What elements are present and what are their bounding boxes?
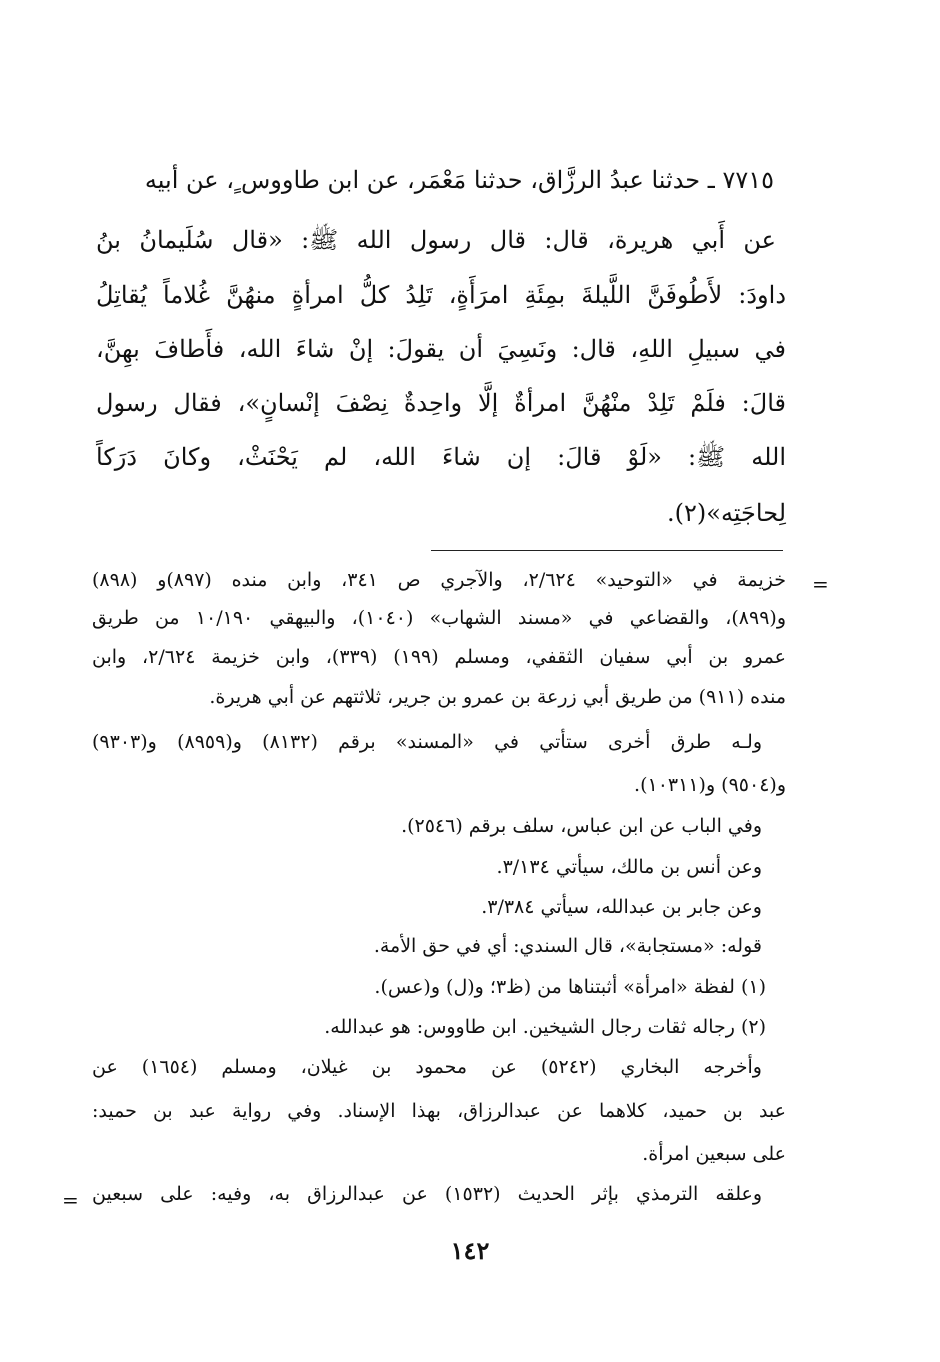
footnote-line-2: و(٨٩٩)، والقضاعي في «مسند الشهاب» (١٠٤٠)، والبيهقي ١٠/١٩٠ من طريق — [92, 607, 787, 629]
hadith-line-7: لِحاجَتِه»(٢). — [667, 499, 786, 527]
footnote-line-11: (١) لفظة «امرأة» أثبتناها من (ظ٣؛ و(ل) و(عس). — [374, 976, 766, 998]
hadith-line-5: قالَ: فلَمْ تَلِدْ منْهُنَّ امرأةٌ إلَّا واحِدةٌ نِصْفَ إنْسانٍ»، فقال رسول — [96, 389, 786, 417]
continuation-mark-bottom: = — [62, 1188, 79, 1212]
footnote-line-10: قوله: «مستجابة»، قال السندي: أي في حق الأمة. — [373, 935, 762, 957]
hadith-line-4: في سبيلِ اللهِ، قال: ونَسِيَ أن يقولَ: إنْ شاءَ الله، فأَطافَ بهِنَّ، — [96, 335, 786, 363]
page-number: ١٤٢ — [450, 1236, 490, 1265]
footnote-line-5: ولـه طرق أخرى ستأتي في «المسند» برقم (٨١٣٢) و(٨٩٥٩) و(٩٣٠٣) — [92, 731, 763, 753]
footnote-line-7: وفي الباب عن ابن عباس، سلف برقم (٢٥٤٦). — [401, 815, 762, 837]
footnote-line-14: عبد بن حميد، كلاهما عن عبدالرزاق، بهذا الإسناد. وفي رواية عبد بن حميد: — [92, 1100, 786, 1122]
footnote-line-3: عمرو بن أبي سفيان الثقفي، ومسلم (١٩٩) (٣٣٩)، وابن خزيمة ٢/٦٢٤، وابن — [92, 646, 786, 668]
hadith-line-2: عن أَبي هريرة، قال: قال رسول الله ﷺ: «قال سُلَيمانُ بنُ — [96, 226, 776, 254]
hadith-line-3: داودَ: لأَطُوفَنَّ اللَّيلةَ بمِئَةِ امرَأَةٍ، تَلِدُ كلُّ امرأةٍ منهُنَّ غُلاماً يُقاتِلُ — [96, 281, 786, 309]
footnote-line-1: خزيمة في «التوحيد» ٢/٦٢٤، والآجري ص ٣٤١، وابن منده (٨٩٧)و (٨٩٨) — [92, 569, 786, 591]
hadith-line-6: الله ﷺ: «لَوْ قالَ: إن شاءَ الله، لم يَحْنَثْ، وكانَ دَرَكاً — [96, 443, 786, 471]
footnote-separator — [431, 550, 783, 551]
continuation-mark-top: = — [812, 572, 829, 596]
footnote-line-8: وعن أنس بن مالك، سيأتي ٣/١٣٤. — [496, 856, 762, 878]
footnote-line-9: وعن جابر بن عبدالله، سيأتي ٣/٣٨٤. — [481, 896, 762, 918]
footnote-line-13: وأخرجه البخاري (٥٢٤٢) عن محمود بن غيلان، ومسلم (١٦٥٤) عن — [92, 1056, 762, 1078]
footnote-line-12: (٢) رجاله ثقات رجال الشيخين. ابن طاووس: هو عبدالله. — [324, 1016, 766, 1038]
hadith-line-1: ٧٧١٥ ـ حدثنا عبدُ الرزَّاق، حدثنا مَعْمَر، عن ابن طاووس ٍ، عن أبيه — [144, 166, 774, 194]
footnote-line-15: على سبعين امرأة. — [642, 1143, 786, 1165]
footnote-line-4: منده (٩١١) من طريق أبي زرعة بن عمرو بن جرير، ثلاثتهم عن أبي هريرة. — [209, 686, 786, 708]
footnote-line-16: وعلقه الترمذي بإثر الحديث (١٥٣٢) عن عبدالرزاق به، وفيه: على سبعين — [92, 1183, 763, 1205]
footnote-line-6: و(٩٥٠٤) و(١٠٣١١). — [634, 774, 786, 796]
